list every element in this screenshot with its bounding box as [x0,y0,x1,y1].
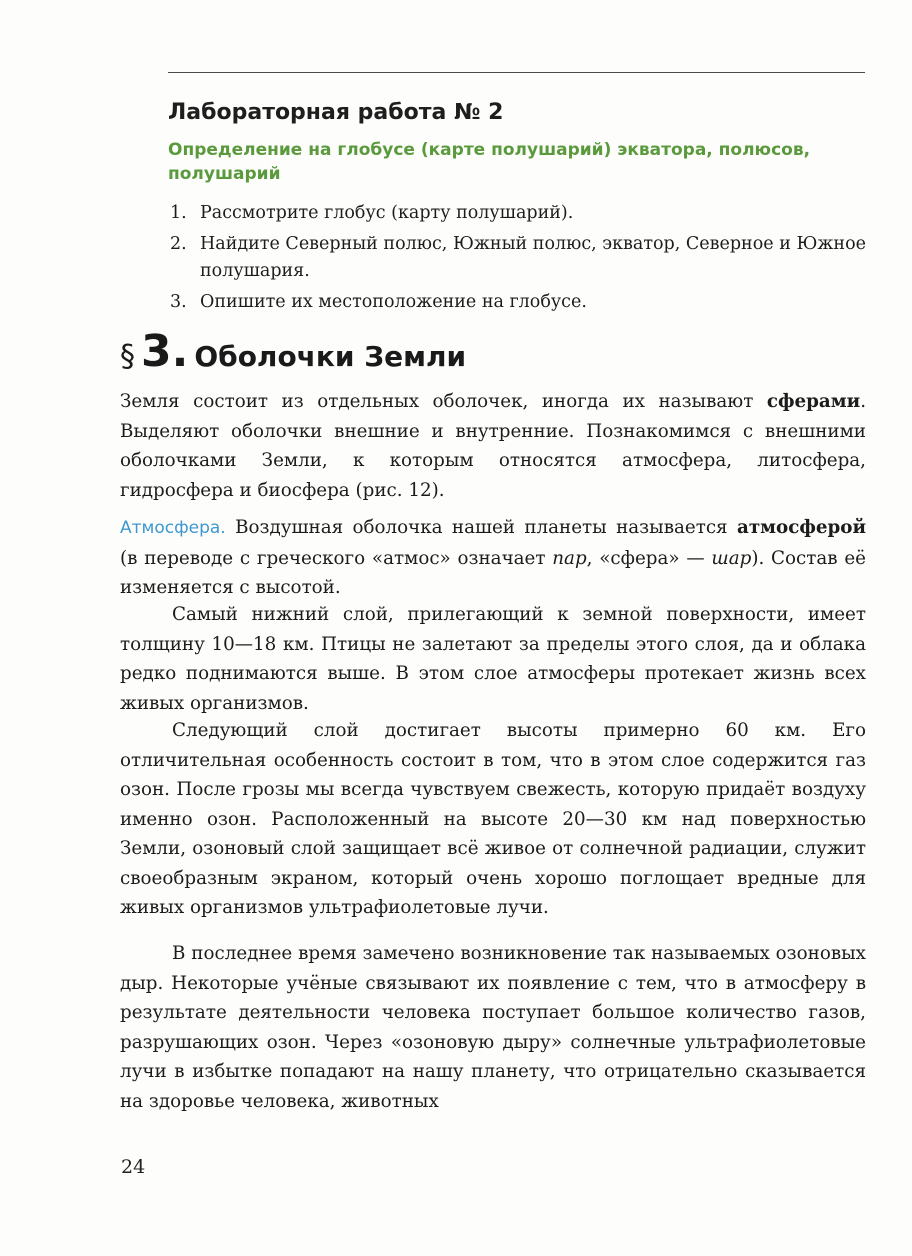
text-run: Земля состоит из отдельных оболочек, иногда их называют [120,391,767,412]
step-number: 2. [170,234,187,254]
section-heading [120,326,466,377]
step-text: Найдите Северный полюс, Южный полюс, экватор, Северное и Южное полушария. [200,234,866,281]
list-item [168,231,866,285]
bold-term: атмосферой [736,517,866,538]
topic-label: Атмосфера. [120,518,226,538]
text-run: ). Состав её изменяется с высотой. [120,547,866,598]
lab-work-subtitle: Определение на глобусе (карте полушарий) экватора, полюсов, полушарий [168,140,811,184]
section-title: Оболочки Земли [194,340,467,373]
step-text: Рассмотрите глобус (карту полушарий). [200,203,574,223]
bold-term: сферами [766,391,861,412]
section-number: 3. [141,326,189,377]
paragraph-ozone-layer: Следующий слой достигает высоты примерно 60 км. Его отличительная особенность состоит в том, что в этом слое содержится газ озон. После грозы мы всегда чувствуем свежесть, которую придаёт воздуху именно озон. Расположенный на высоте 20—30 км над поверхностью Земли, озоновый слой защищает всё живое от солнечной радиации, служит своеобразным экраном, который очень хорошо поглощает вредные для живых организмов ультрафиолетовые лучи. [120,720,866,918]
paragraph-intro [120,387,866,505]
list-item [168,200,866,227]
list-item [168,289,866,316]
italic-term: пар [552,547,587,569]
section-sign: § [120,339,135,374]
step-number: 3. [170,292,187,312]
step-number: 1. [170,203,187,223]
paragraph-lower-layer: Самый нижний слой, прилегающий к земной поверхности, имеет толщину 10—18 км. Птицы не залетают за пределы этого слоя, да и облака редко поднимаются выше. В этом слое атмосферы протекает жизнь всех живых организмов. [120,604,866,714]
lab-steps-list [168,200,866,320]
text-run: Воздушная оболочка нашей планеты называется [225,517,737,538]
text-run: (в переводе с греческого «атмос» означает [120,547,553,569]
page-number: 24 [121,1156,146,1178]
top-divider [168,72,865,73]
italic-term: шар [711,547,752,569]
text-run: , «сфера» — [586,547,712,569]
step-text: Опишите их местоположение на глобусе. [200,292,587,312]
lab-work-title: Лабораторная работа № 2 [168,100,504,125]
paragraph-ozone-holes: В последнее время замечено возникновение так называемых озоновых дыр. Некоторые учёные связывают их появление с тем, что в атмосферу в результате деятельности человека поступает большое количество газов, разрушающих озон. Через «озоновую дыру» солнечные ультрафиолетовые лучи в избытке попадают на нашу планету, что отрицательно сказывается на здоровье человека, животных [120,943,866,1112]
paragraph-atmosphere [120,513,866,603]
text-run: . Выделяют оболочки внешние и внутренние. Познакомимся с внешними оболочками Земли, к которым относятся атмосфера, литосфера, гидросфера и биосфера (рис. 12). [120,391,866,501]
